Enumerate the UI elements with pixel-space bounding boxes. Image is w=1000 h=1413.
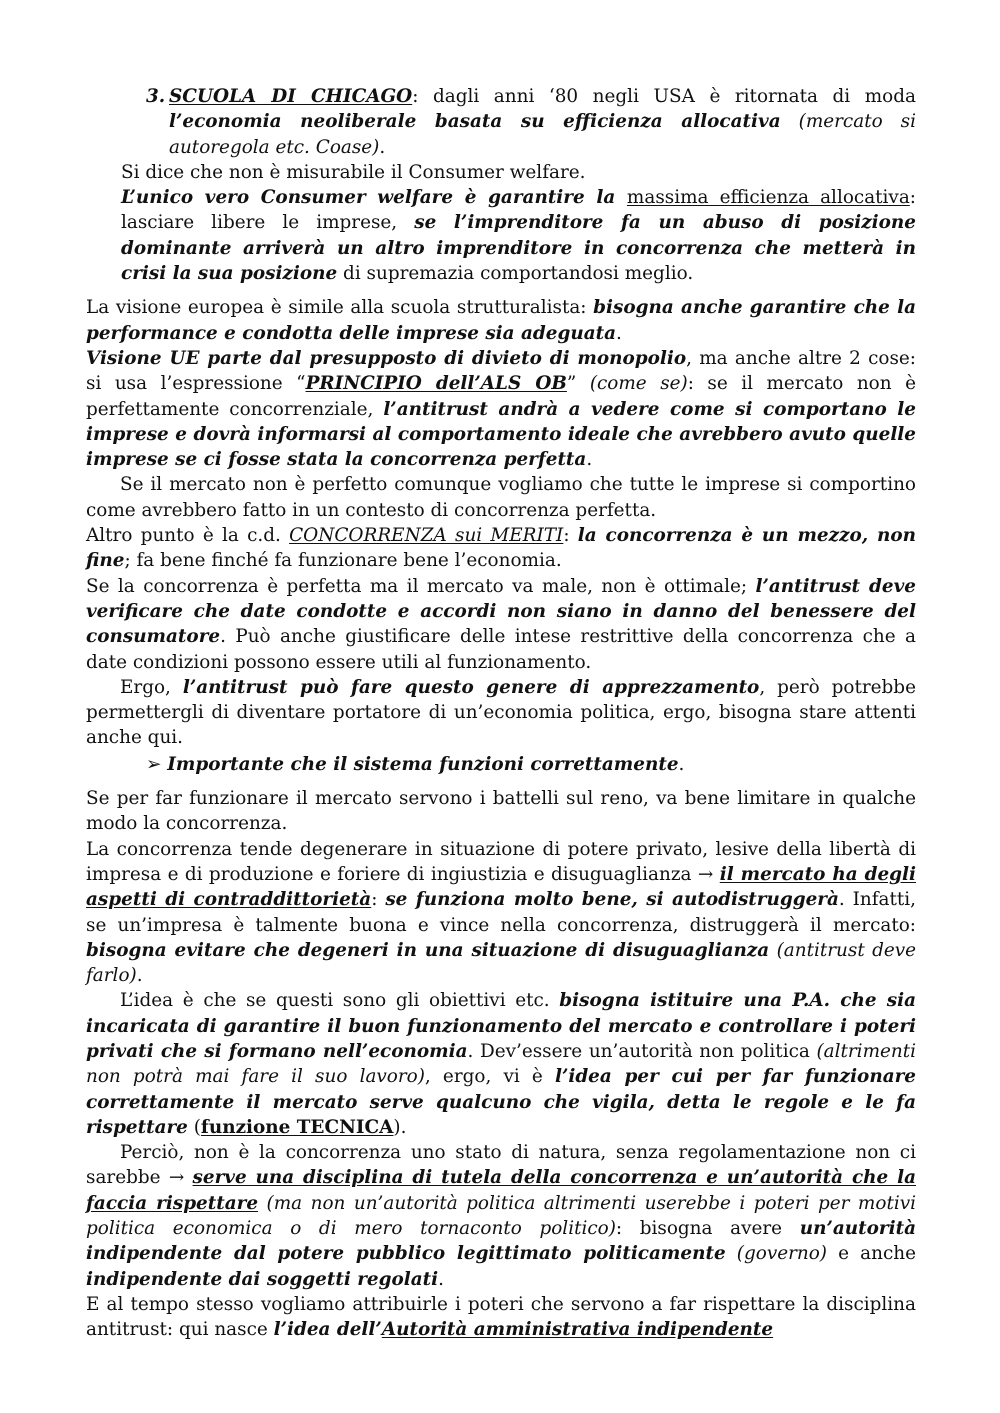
paragraph-imperfect-market: Se il mercato non è perfetto comunque vogliamo che tutte le imprese si comportino come avrebbero fatto in un contesto di concorrenza perfetta.	[86, 474, 916, 521]
list-item-chicago-school: 3. SCUOLA DI CHICAGO: dagli anni ‘80 negli USA è ritornata di moda l’economia neoliberale basata su efficienza allocativa (mercato si autoregola etc. Coase).	[146, 86, 916, 158]
arrow-bullet-icon: ➢	[146, 753, 162, 775]
list-number: 3.	[146, 86, 166, 107]
document-page	[86, 84, 916, 1343]
paragraph-european-vision: La visione europea è simile alla scuola strutturalista: bisogna anche garantire che la performance e condotta delle imprese sia adeguata.	[86, 297, 916, 344]
paragraph-antitrust-appreciation: Ergo, l’antitrust può fare questo genere di apprezzamento, però potrebbe permettergli di diventare portatore di un’economia politica, ergo, bisogna stare attenti anche qui.	[86, 676, 916, 749]
paragraph-antitrust-verification: Se la concorrenza è perfetta ma il mercato va male, non è ottimale; l’antitrust deve verificare che date condotte e accordi non siano in danno del benessere del consumatore. Può anche giustificare delle intese restrittive della concorrenza che a date condizioni possono essere utili al funzionamento.	[86, 575, 916, 673]
paragraph-consumer-welfare-efficiency: L’unico vero Consumer welfare è garantire la massima efficienza allocativa: lasciare libere le imprese, se l’imprenditore fa un abuso di posizione dominante arriverà un altro imprenditore in concorrenza che metterà in crisi la sua posizione di supremazia comportandosi meglio.	[121, 187, 916, 285]
paragraph-public-administration: L’idea è che se questi sono gli obiettivi etc. bisogna istituire una P.A. che sia incaricata di garantire il buon funzionamento del mercato e controllare i poteri privati che si formano nell’economia. Dev’essere un’autorità non politica (altrimenti non potrà mai fare il suo lavoro), ergo, vi è l’idea per cui per far funzionare correttamente il mercato serve qualcuno che vigila, detta le regole e le fa rispettare (funzione TECNICA).	[86, 990, 917, 1138]
paragraph-independent-authority: Perciò, non è la concorrenza uno stato di natura, senza regolamentazione non ci sarebbe → serve una disciplina di tutela della concorrenza e un’autorità che la faccia rispettare (ma non un’autorità politica altrimenti userebbe i poteri per motivi politica economica o di mero tornaconto politico): bisogna avere un’autorità indipendente dal potere pubblico legittimato politicamente (governo) e anche indipendente dai soggetti regolati.	[86, 1142, 916, 1290]
paragraph-private-power: La concorrenza tende degenerare in situazione di potere privato, lesive della libertà di impresa e di produzione e foriere di ingiustizia e disuguaglianza → il mercato ha degli aspetti di contraddittorietà: se funziona molto bene, si autodistruggerà. Infatti, se un’impresa è talmente buona e vince nella concorrenza, distruggerà il mercato: bisogna evitare che degeneri in una situazione di disuguaglianza (antitrust deve farlo).	[86, 838, 916, 987]
paragraph-as-if-principle: Visione UE parte dal presupposto di divieto di monopolio, ma anche altre 2 cose: si usa l’espressione “PRINCIPIO dell’ALS OB” (come se): se il mercato non è perfettamente concorrenziale, l’antitrust andrà a vedere come si comportano le imprese e dovrà informarsi al comportamento ideale che avrebbero avuto quelle imprese se ci fosse stata la concorrenza perfetta.	[86, 347, 916, 471]
paragraph-rhine-boats: Se per far funzionare il mercato servono i battelli sul reno, va bene limitare in qualche modo la concorrenza.	[86, 788, 916, 835]
paragraph-consumer-welfare-measure: Si dice che non è misurabile il Consumer welfare.	[121, 161, 586, 183]
paragraph-antitrust-powers: E al tempo stesso vogliamo attribuirle i poteri che servono a far rispettare la disciplina antitrust: qui nasce l’idea dell’Autorità amministrativa indipendente	[86, 1293, 916, 1341]
bullet-system-functioning: ➢ Importante che il sistema funzioni correttamente.	[146, 753, 685, 775]
paragraph-competition-on-merits: Altro punto è la c.d. CONCORRENZA sui MERITI: la concorrenza è un mezzo, non fine; fa bene finché fa funzionare bene l’economia.	[86, 525, 916, 572]
